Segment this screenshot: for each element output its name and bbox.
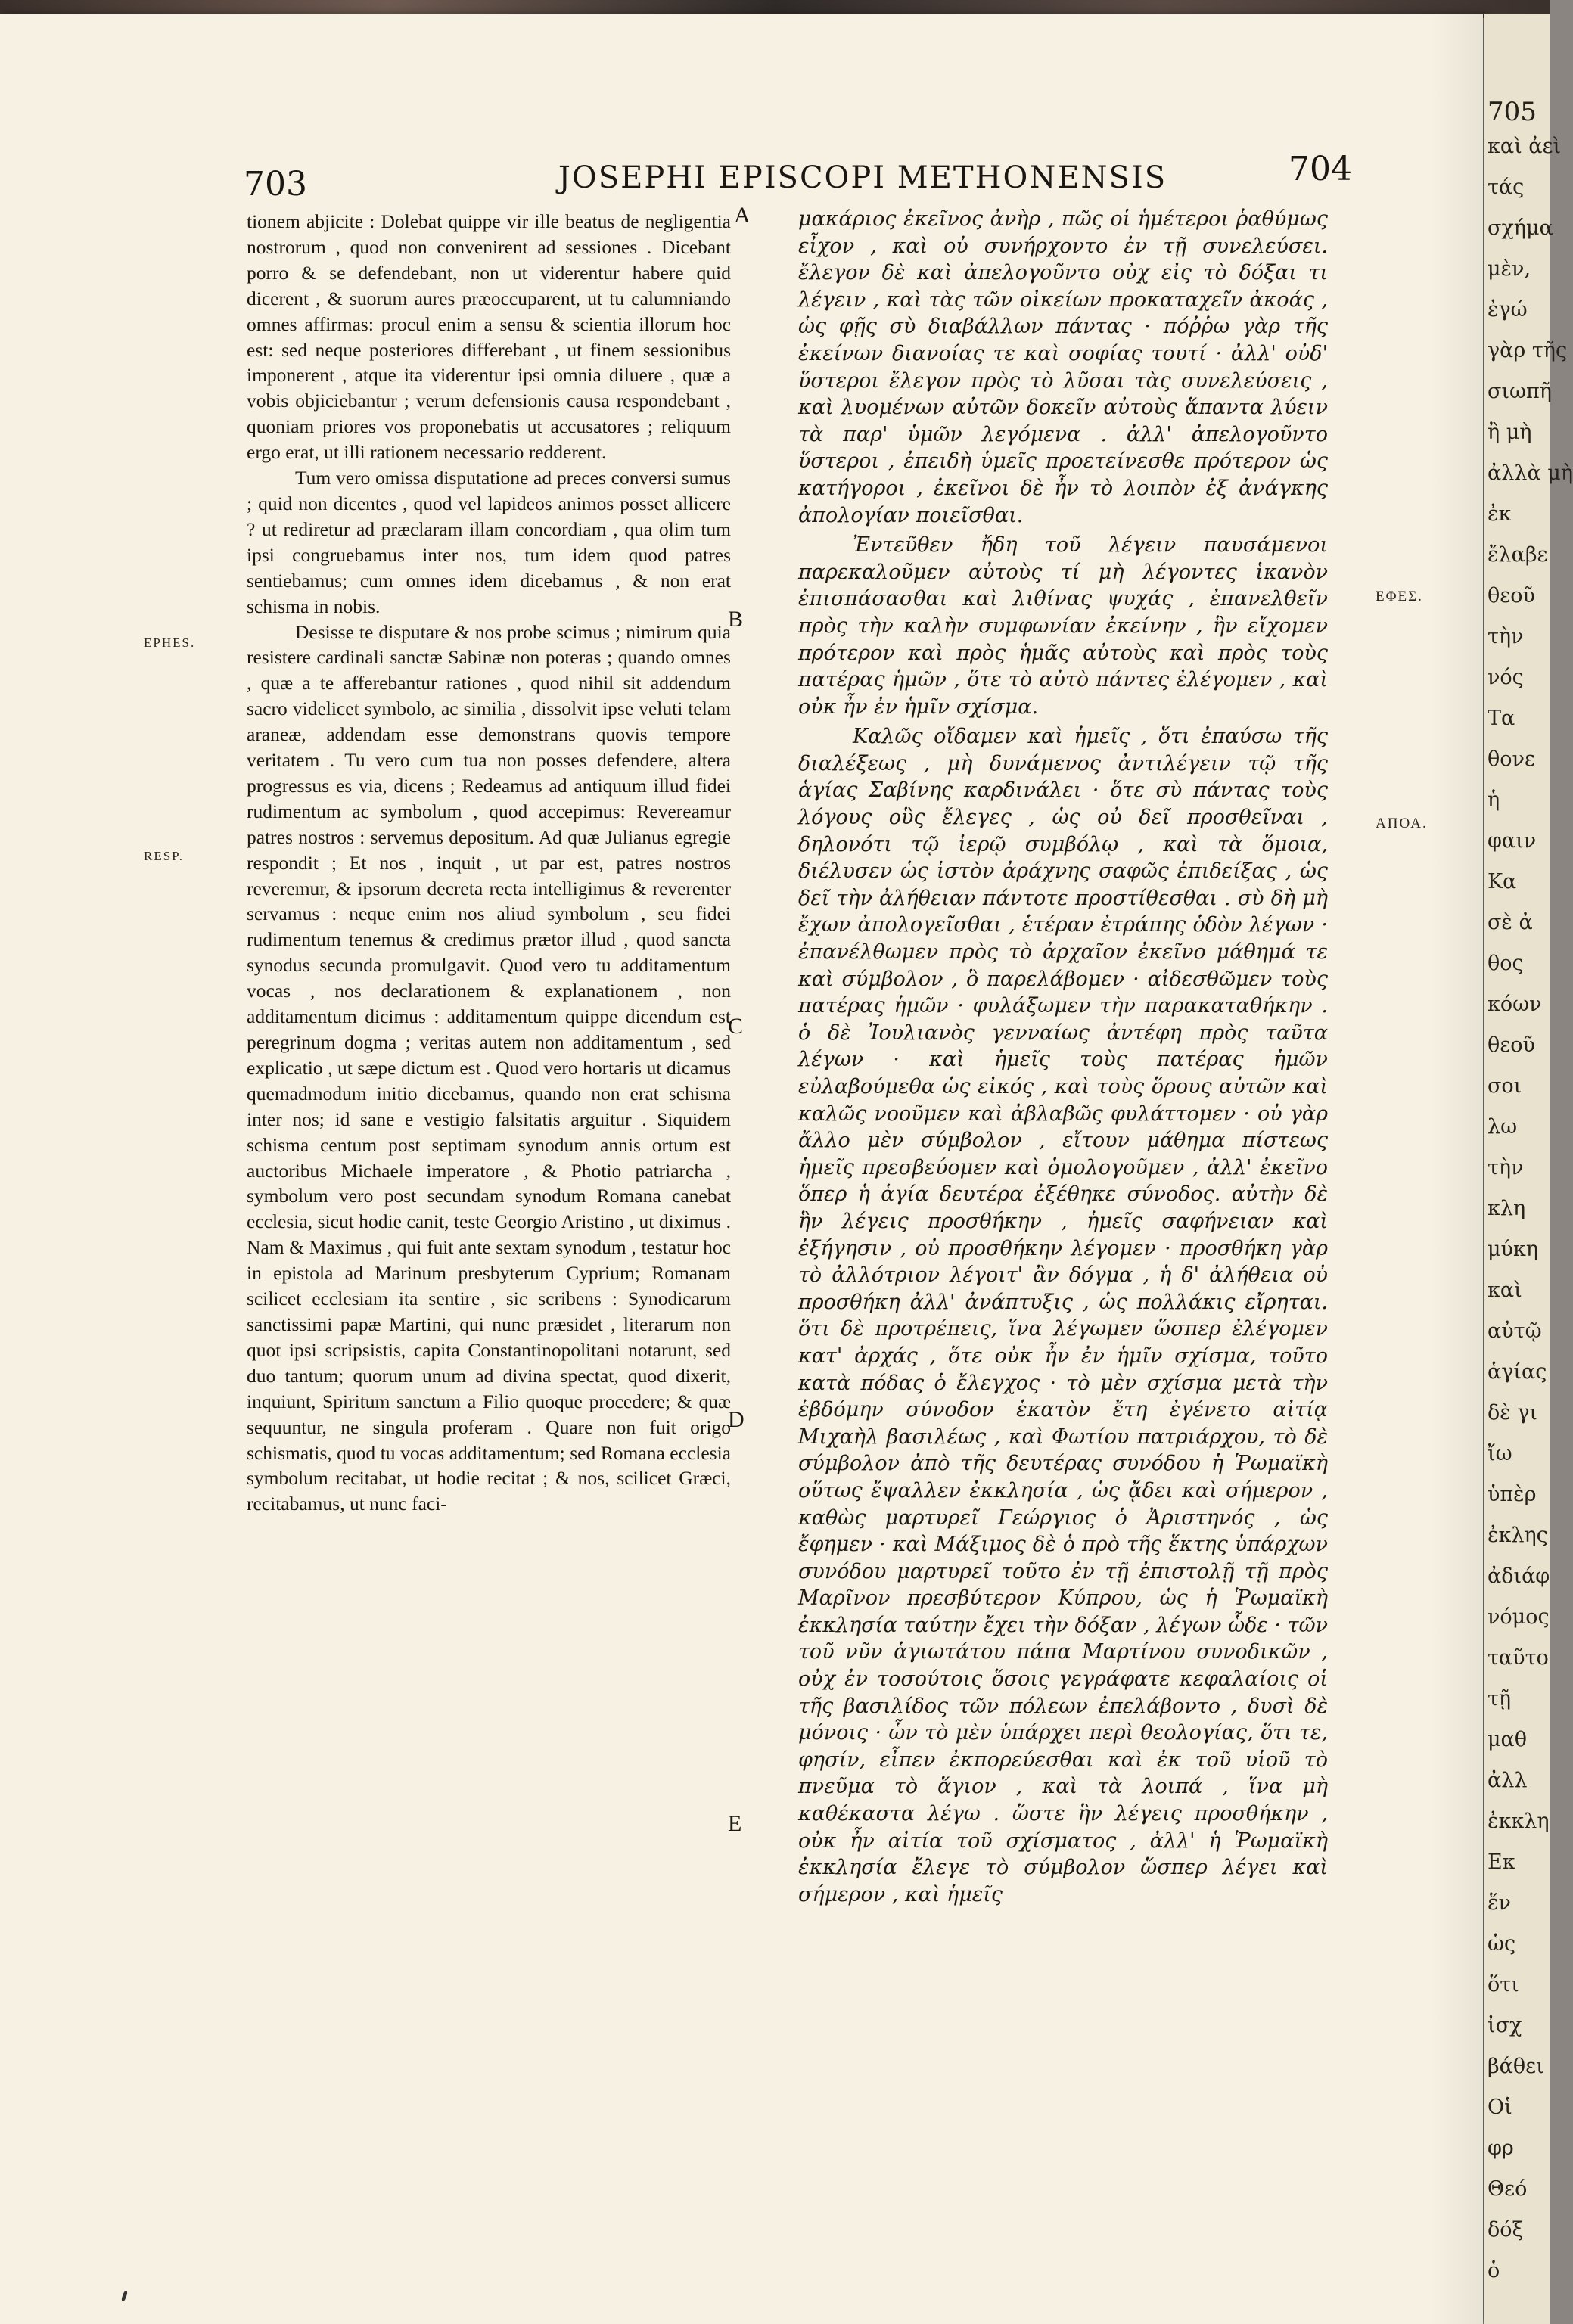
next-page-line: καὶ ἀεὶ [1488,135,1562,158]
next-page-line: ἴω [1488,1442,1512,1465]
next-page-line: δόξ [1488,2218,1524,2242]
next-page-line: ἀλλ [1488,1769,1528,1792]
next-page-line: Εκ [1488,1850,1515,1874]
next-page-line: θεοῦ [1488,1033,1535,1057]
next-page-line: ἐκλης [1488,1524,1548,1547]
section-letter-e: E [728,1811,742,1836]
next-page-line: ὡς [1488,1932,1516,1956]
next-page-line: γὰρ τῆς [1488,339,1568,362]
next-page-line: σὲ ἀ [1488,911,1533,934]
next-page-line: λω [1488,1115,1518,1139]
latin-paragraph-3: Desisse te disputare & nos probe scimus ; nimirum quia resistere cardinali sanctæ Sabinæ non poteras ; quando omnes , quæ a te afferebantur rationes , quod nihil sit addendum sacro videlicet symbolo, ac similia , dissolvit ipse veluti telam araneæ, addendam esse demonstrans quovis tempore veritatem . Tu vero cum tua non posses defendere, altera progressus es via, dicens ; Redeamus ad antiquum illud fidei rudimentum ac symbolum , quod accepimus: Revereamur patres nostros : servemus depositum. Ad quæ Julianus egregie respondit ; Et nos , inquit , ut par est, patres nostros reveremur, & ipsorum decreta recta intelligimus & reverenter servamus : neque enim nos aliud symbolum , seu fidei rudimentum tenemus & credimus prætor illud , quod sancta synodus secunda promulgavit. Quod vero tu additamentum vocas , nos declarationem & explanationem , non additamentum dicimus : additamentum quippe dicendum est peregrinum dogma ; veritas autem non additamentum , sed explicatio , ut sæpe dictum est . Quod vero hortaris ut dicamus quemadmodum initio dicebamus, quando non erat schisma inter nos; id sane e vestigio falsitatis arguitur . Siquidem schisma centum post septimam synodum annis ortum est auctoribus Michaele imperatore , & Photio patriarcha , symbolum vero post secundam synodum Romana canebat ecclesia, sicut hodie canit, teste Georgio Aristino , ut diximus . Nam & Maximus , qui fuit ante sextam synodum , testatur hoc in epistola ad Marinum presbyterum Cyprium; Romanam scilicet ecclesiam ita sentire , sic scribens : Synodicarum sanctissimi papæ Martini, qui nunc præsidet , literarum non quot ipsi scripsistis, capita Constantinopolitani notarunt, sed duo tantum; quorum unum ad divina spectat, quod dixerit, inquiunt, Spiritum sanctum a Filio quoque procedere; & quæ sequuntur, ne singula proferam . Quare non fuit origo schismatis, quod tu vocas additamentum; sed Romana ecclesia symbolum recitabat, ut hodie recitat ; & nos, scilicet Græci, recitabamus, ut nunc faci- [247,620,731,1515]
next-page-line: ἕν [1488,1891,1511,1915]
book-page [0,14,1483,2324]
left-page-number: 703 [244,165,307,204]
next-page-line: ἢ μὴ [1488,421,1532,444]
latin-paragraph-1: tionem abjicite : Dolebat quippe vir ille beatus de negligentia nostrorum , quod non convenirent ad sessiones . Dicebant porro & se defendebant, non ut viderentur habere quid dicerent , & suorum aures præoccuparent, ut tu calumniando omnes affirmas: procul enim a sensu & scientia illorum hoc est: sed neque posteriores differebant , ut finem sessionibus imponerent , atque ita viderentur ipsi omnia diluere , quæ a vobis objiciebantur ; verum defensionis causa respondebant , quoniam priores vos proponebatis ut accusatores ; reliquum ergo erat, ut illi rationem necessario redderent. [247,210,731,464]
side-note-ephes: EPHES. [144,635,196,650]
right-page-number: 704 [1289,150,1352,188]
next-page-line: ἀδιάφ [1488,1564,1550,1588]
greek-paragraph-1: μακάριος ἐκεῖνος ἀνὴρ , πῶς οἱ ἡμέτεροι ῥαθύμως εἶχον , καὶ οὐ συνήρχοντο ἐν τῇ συνελεύσει. ἔλεγον δὲ καὶ ἀπελογοῦντο οὐχ εἰς τὸ δόξαι τι λέγειν , καὶ τὰς τῶν οἰκείων προκαταχεῖν ἀκοάς , ὡς φῇς σὺ διαβάλλων πάντας · πόῤῥω γὰρ τῆς ἐκείνων διανοίας τε καὶ σοφίας τουτί · ἀλλ' οὐδ' ὕστεροι ἔλεγον πρὸς τὸ λῦσαι τὰς συνελεύσεις , καὶ λυομένων αὐτῶν δοκεῖν αὐτοὺς ἅπαντα λύειν τὰ παρ' ὑμῶν λεγόμενα . ἀλλ' ἀπελογοῦντο ὕστεροι , ἐπειδὴ ὑμεῖς προετείνεσθε πρότερον ὡς κατήγοροι , ἐκεῖνοι δὲ ἦν τὸ λοιπὸν ἐξ ἀνάγκης ἀπολογίαν ποιεῖσθαι. [798,207,1328,527]
running-head: JOSEPHI EPISCOPI METHONENSIS [558,160,1167,195]
side-note-greek-apol: ΑΠΟΑ. [1376,816,1428,831]
greek-text-column [798,206,1328,1908]
next-page-line: ἐγώ [1488,298,1528,322]
greek-paragraph-3: Καλῶς οἴδαμεν καὶ ἡμεῖς , ὅτι ἐπαύσω τῆς διαλέξεως , μὴ δυνάμενος ἀντιλέγειν τῷ τῆς ἁγίας Σαβίνης καρδινάλει · ὅτε σὺ πάντας τοὺς λόγους οὓς ἔλεγες , ὡς οὐ δεῖ προσθεῖναι , δηλονότι τῷ ἱερῷ συμβόλῳ , καὶ τὰ ὅμοια, διέλυσεν ὡς ἱστὸν ἀράχνης σαφῶς ἐπιδείξας , ὡς δεῖ τὴν ἀλήθειαν πάντοτε προστίθεσθαι . σὺ δὴ μὴ ἔχων ἀπολογεῖσθαι , ἑτέραν ἐτράπης ὁδὸν λέγων · ἐπανέλθωμεν πρὸς τὸ ἀρχαῖον ἐκεῖνο μάθημά τε καὶ σύμβολον , ὃ παρελάβομεν · αἰδεσθῶμεν τοὺς πατέρας ἡμῶν · φυλάξωμεν τὴν παρακαταθήκην . ὁ δὲ Ἰουλιανὸς γενναίως ἀντέφη πρὸς ταῦτα λέγων · καὶ ἡμεῖς τοὺς πατέρας ἡμῶν εὐλαβούμεθα ὡς εἰκός , καὶ τοὺς ὅρους αὐτῶν καὶ καλῶς νοοῦμεν καὶ ἀβλαβῶς φυλάττομεν · οὐ γὰρ ἄλλο μὲν σύμβολον , εἴτουν μάθημα πίστεως ἡμεῖς πρεσβεύομεν καὶ ὁμολογοῦμεν , ἀλλ' ἐκεῖνο ὅπερ ἡ ἁγία δευτέρα ἐξέθηκε σύνοδος. αὐτὴν δὲ ἣν λέγεις προσθήκην , ἡμεῖς σαφήνειαν καὶ ἐξήγησιν , οὐ προσθήκην λέγομεν · προσθήκη γὰρ τὸ ἀλλότριον λέγοιτ' ἂν δόγμα , ἡ δ' ἀλήθεια οὐ προσθήκη ἀλλ' ἀνάπτυξις , ὡς πολλάκις εἴρηται. ὅτι δὲ προτρέπεις, ἵνα λέγωμεν ὥσπερ ἐλέγομεν κατ' ἀρχάς , ὅτε οὐκ ἦν ἐν ἡμῖν σχίσμα, τοῦτο κατὰ πόδας ὁ ἔλεγχος · τὸ μὲν σχίσμα μετὰ τὴν ἑβδόμην σύνοδον ἑκατὸν ἔτη ἐγένετο αἰτίᾳ Μιχαὴλ βασιλέως , καὶ Φωτίου πατριάρχου, τὸ δὲ σύμβολον ἀπὸ τῆς δευτέρας συνόδου ἡ Ῥωμαϊκὴ οὕτως ἔψαλλεν ἐκκλησία , ὡς ᾄδει καὶ σήμερον , καθὼς μαρτυρεῖ Γεώργιος ὁ Ἀριστηνός , ὡς ἔφημεν · καὶ Μάξιμος δὲ ὁ πρὸ τῆς ἕκτης ὑπάρχων συνόδου μαρτυρεῖ τοῦτο ἐν τῇ ἐπιστολῇ τῇ πρὸς Μαρῖνον πρεσβύτερον Κύπρου, ὡς ἡ Ῥωμαϊκὴ ἐκκλησία ταύτην ἔχει τὴν δόξαν , λέγων ὧδε · τῶν τοῦ νῦν ἁγιωτάτου πάπα Μαρτίνου συνοδικῶν , οὐχ ἐν τοσούτοις ὅσοις γεγράφατε κεφαλαίοις οἱ τῆς βασιλίδος τῶν πόλεων ἐπελάβοντο , δυσὶ δὲ μόνοις · ὧν τὸ μὲν ὑπάρχει περὶ θεολογίας, ὅτι τε, φησίν, εἶπεν ἐκπορεύεσθαι καὶ ἐκ τοῦ υἱοῦ τὸ πνεῦμα τὸ ἅγιον , καὶ τὰ λοιπά , ἵνα μὴ καθέκαστα λέγω . ὥστε ἣν λέγεις προσθήκην , οὐκ ἦν αἰτία τοῦ σχίσματος , ἀλλ' ἡ Ῥωμαϊκὴ ἐκκλησία ἔλεγε τὸ σύμβολον ὥσπερ λέγει καὶ σήμερον , καὶ ἡμεῖς [798,725,1328,1906]
section-letter-a: A [734,203,751,228]
next-page-line: θονε [1488,747,1535,771]
section-letter-c: C [728,1014,744,1039]
section-letter-b: B [728,607,744,632]
latin-text-column [247,209,731,1517]
next-page-line: τὴν [1488,625,1524,648]
next-page-line: κλη [1488,1197,1526,1220]
next-page-line: τῇ [1488,1687,1512,1710]
next-page-line: ἔλαβε [1488,543,1548,567]
section-letter-d: D [728,1407,745,1432]
next-page-line: ὅτι [1488,1973,1519,1996]
next-page-line: νός [1488,666,1524,689]
latin-paragraph-2: Tum vero omissa disputatione ad preces conversi sumus ; quid non dicentes , quod vel lapideos animos posset allicere ? ut rediretur ad præclaram illam concordiam , qua olim tum ipsi congruebamus inter nos, tum idem quod patres sentiebamus; cum omnes idem dicebamus , & non erat schisma in nobis. [247,467,731,617]
next-page-line: ταῦτο [1488,1646,1549,1670]
next-page-line: θεοῦ [1488,584,1535,607]
ink-speck [121,2291,128,2302]
next-page-line: δὲ γι [1488,1401,1538,1425]
next-page-line: ἁγίας [1488,1360,1547,1384]
next-page-line: ἰσχ [1488,2014,1522,2037]
next-page-line: θος [1488,952,1524,975]
next-page-line: Θεό [1488,2177,1528,2201]
next-page-line: ἀλλὰ μὴ [1488,461,1573,485]
next-page-line: Κα [1488,870,1517,893]
next-page-line: μαθ [1488,1728,1528,1751]
next-page-line: αὐτῷ [1488,1319,1542,1343]
next-page-line: μύκη [1488,1238,1539,1261]
next-page-line: ὑπὲρ [1488,1483,1537,1506]
next-page-line: καὶ [1488,1279,1522,1302]
next-page-line: φρ [1488,2136,1514,2160]
next-page-line: σιωπῆ [1488,380,1552,403]
side-note-greek-ephes: ΕΦΕΣ. [1376,589,1423,604]
next-page-line: βάθει [1488,2055,1544,2078]
next-page-line: τὴν [1488,1156,1524,1179]
side-note-resp: RESP. [144,849,184,863]
next-page-line: ἡ [1488,788,1500,812]
next-page-edge [1484,14,1573,2324]
next-page-line: σοι [1488,1074,1522,1098]
next-page-line: μὲν, [1488,257,1531,281]
next-page-line: τάς [1488,176,1525,199]
next-page-line: ἐκκλη [1488,1810,1550,1833]
next-page-line: νόμος [1488,1605,1550,1629]
next-page-line: ὁ [1488,2259,1500,2282]
next-page-line: ἐκ [1488,502,1512,526]
next-page-line: Οἱ [1488,2096,1512,2119]
next-page-line: κόων [1488,993,1542,1016]
next-page-line: φαιν [1488,829,1537,853]
next-page-line: σχήμα [1488,216,1553,240]
next-page-line: Τα [1488,707,1515,730]
greek-paragraph-2: Ἐντεῦθεν ἤδη τοῦ λέγειν παυσάμενοι παρεκαλοῦμεν αὐτοὺς τί μὴ λέγοντες ἱκανὸν ἐπισπάσασθαι καὶ λιθίνας ψυχάς , ἐπανελθεῖν πρὸς τὴν καλὴν συμφωνίαν ἐκείνην , ἣν εἴχομεν πρότερον καὶ πρὸς ἡμᾶς αὐτοὺς καὶ πρὸς τοὺς πατέρας ἡμῶν , ὅτε τὸ αὐτὸ πάντες ἐλέγομεν , καὶ οὐκ ἦν ἐν ἡμῖν σχίσμα. [798,533,1328,719]
next-page-number: 705 [1488,97,1537,127]
